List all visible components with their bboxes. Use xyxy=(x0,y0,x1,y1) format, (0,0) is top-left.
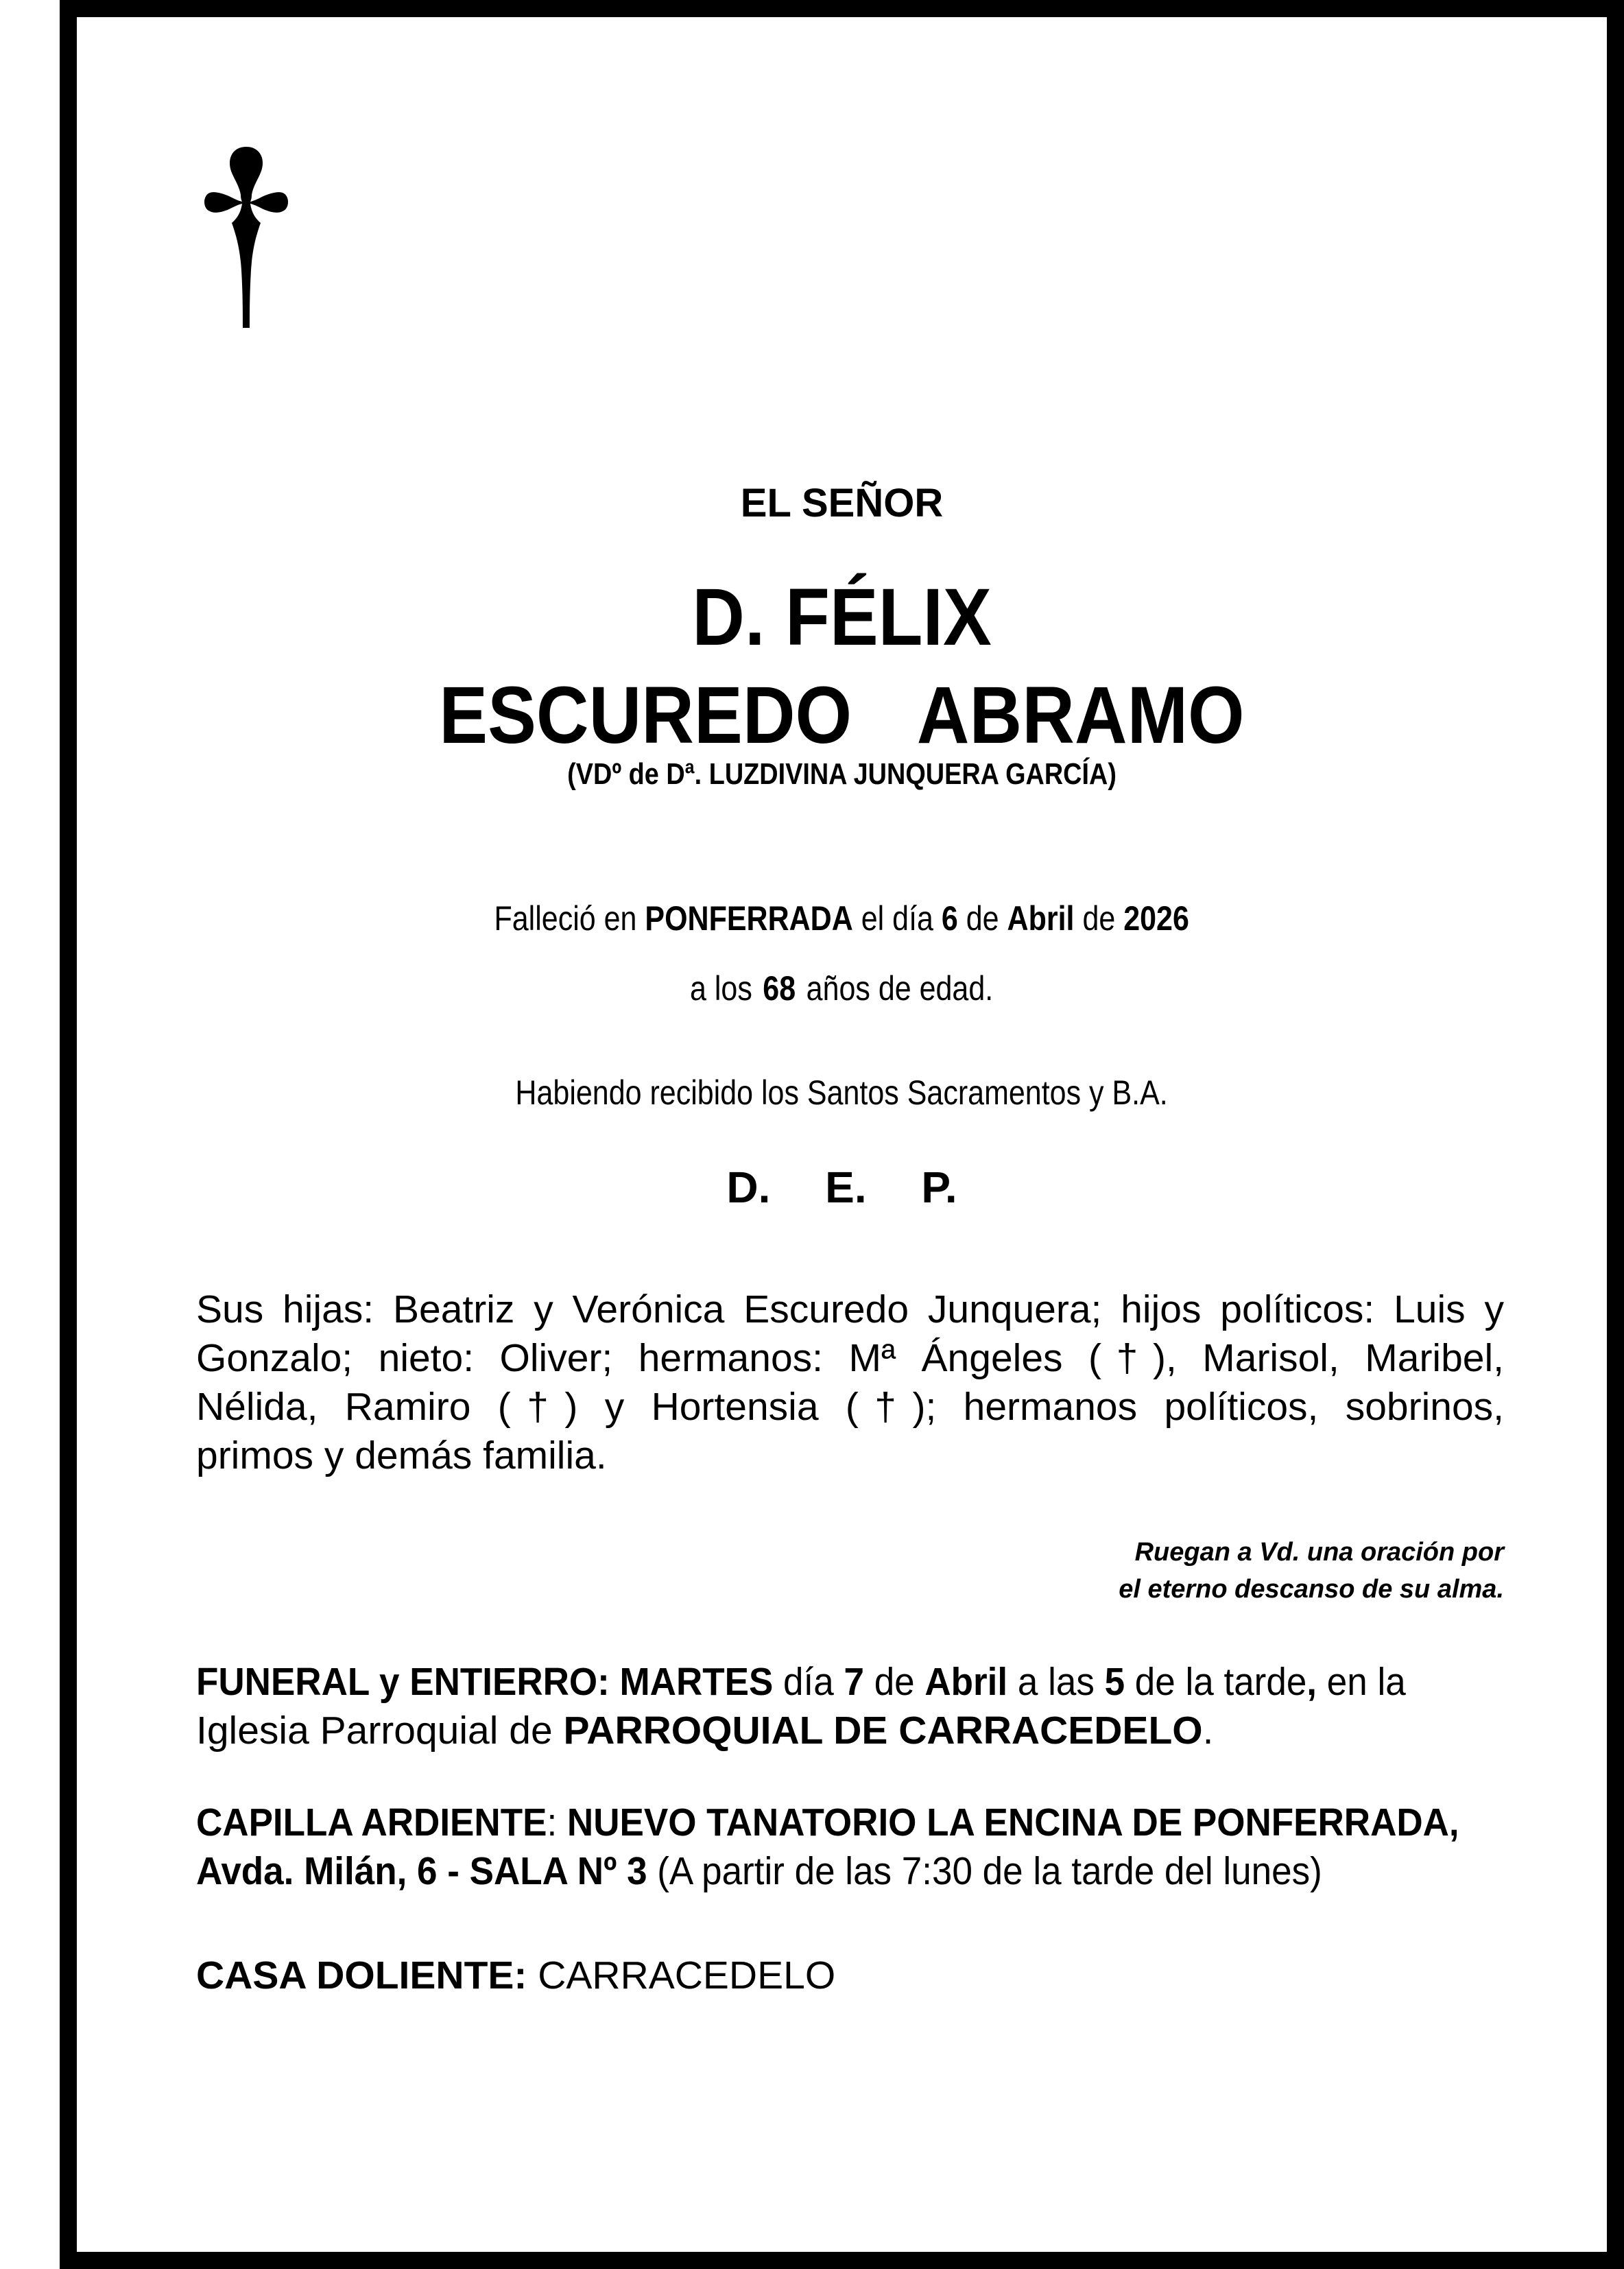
chapel-place: NUEVO TANATORIO LA ENCINA DE PONFERRADA, xyxy=(566,1801,1459,1844)
funeral-text: de la tarde xyxy=(1125,1660,1307,1704)
age-value: 68 xyxy=(763,969,796,1008)
prayer-request xyxy=(1119,1534,1504,1608)
funeral-day: 7 xyxy=(844,1660,864,1704)
funeral-comma: , xyxy=(1306,1660,1317,1704)
widower-of-text: (VDº de Dª. LUZDIVINA JUNQUERA GARCÍA) xyxy=(567,757,1116,791)
deceased-surnames: ESCUREDO ABRAMO xyxy=(439,670,1245,761)
chapel-colon: : xyxy=(547,1801,567,1844)
deceased-name-line2 xyxy=(77,669,1607,762)
funeral-line1 xyxy=(196,1658,1504,1707)
sacraments-line xyxy=(77,1073,1607,1113)
deceased-first-name: D. FÉLIX xyxy=(692,572,992,663)
funeral-text: a las xyxy=(1007,1660,1105,1704)
funeral-month: Abril xyxy=(924,1660,1008,1704)
funeral-info xyxy=(196,1658,1504,1755)
home-value: CARRACEDELO xyxy=(527,1953,836,1997)
chapel-address: Avda. Milán, 6 - SALA Nº 3 xyxy=(196,1849,647,1893)
family-line-text: Nélida, Ramiro (†) y Hortensia (†); hermanos políticos, sobrinos, xyxy=(196,1385,1504,1429)
death-line xyxy=(77,899,1607,938)
title-el-senor: EL SEÑOR xyxy=(740,481,944,525)
death-place: PONFERRADA xyxy=(645,899,854,938)
age-prefix: a los xyxy=(690,969,753,1008)
death-month: Abril xyxy=(1007,899,1075,938)
home-line xyxy=(196,1951,1504,2000)
dep-initials: D. E. P. xyxy=(726,1163,957,1212)
family-line-text: Sus hijas: Beatriz y Verónica Escuredo Junquera; hijos políticos: Luis y xyxy=(196,1287,1504,1331)
funeral-text: en la xyxy=(1317,1660,1406,1704)
family-paragraph xyxy=(196,1285,1504,1480)
home-info xyxy=(196,1951,1504,2000)
chapel-schedule: (A partir de las 7:30 de la tarde del lunes) xyxy=(647,1849,1322,1893)
age-suffix: años de edad. xyxy=(807,969,994,1008)
cross-icon xyxy=(203,147,289,328)
home-label: CASA DOLIENTE: xyxy=(196,1953,527,1997)
funeral-end: . xyxy=(1202,1709,1214,1753)
funeral-line2 xyxy=(196,1707,1504,1755)
prayer-line1: Ruegan a Vd. una oración por xyxy=(1134,1538,1504,1567)
death-prefix: Falleció en xyxy=(494,899,645,938)
death-day: 6 xyxy=(942,899,959,938)
day-prefix: el día xyxy=(853,899,942,938)
church-name: PARROQUIAL DE CARRACEDELO xyxy=(563,1709,1203,1753)
deceased-name-line1 xyxy=(77,571,1607,664)
funeral-text: día xyxy=(773,1660,844,1704)
year-prefix: de xyxy=(1074,899,1124,938)
chapel-info xyxy=(196,1798,1504,1896)
age-line xyxy=(77,969,1607,1008)
family-line-text: Gonzalo; nieto: Oliver; hermanos: Mª Ángeles (†), Marisol, Maribel, xyxy=(196,1336,1504,1380)
funeral-label: FUNERAL y ENTIERRO: MARTES xyxy=(196,1660,774,1704)
chapel-line2 xyxy=(196,1847,1504,1896)
death-year: 2026 xyxy=(1123,899,1190,938)
church-prefix: Iglesia Parroquial de xyxy=(196,1709,564,1753)
chapel-label: CAPILLA ARDIENTE xyxy=(196,1801,547,1844)
funeral-hour: 5 xyxy=(1104,1660,1125,1704)
family-line xyxy=(196,1285,1504,1334)
month-prefix: de xyxy=(958,899,1007,938)
death-line-text xyxy=(494,899,1189,938)
notice-frame xyxy=(60,0,1624,2269)
funeral-text: de xyxy=(863,1660,925,1704)
age-line-text xyxy=(690,969,993,1008)
family-line xyxy=(196,1432,1504,1480)
family-line xyxy=(196,1334,1504,1383)
sacraments-text: Habiendo recibido los Santos Sacramentos y B.A. xyxy=(515,1073,1169,1112)
chapel-line1 xyxy=(196,1798,1504,1847)
family-line xyxy=(196,1383,1504,1432)
family-line-text: primos y demás familia. xyxy=(196,1434,607,1477)
widower-of xyxy=(77,757,1607,792)
prayer-line2: el eterno descanso de su alma. xyxy=(1119,1575,1504,1604)
